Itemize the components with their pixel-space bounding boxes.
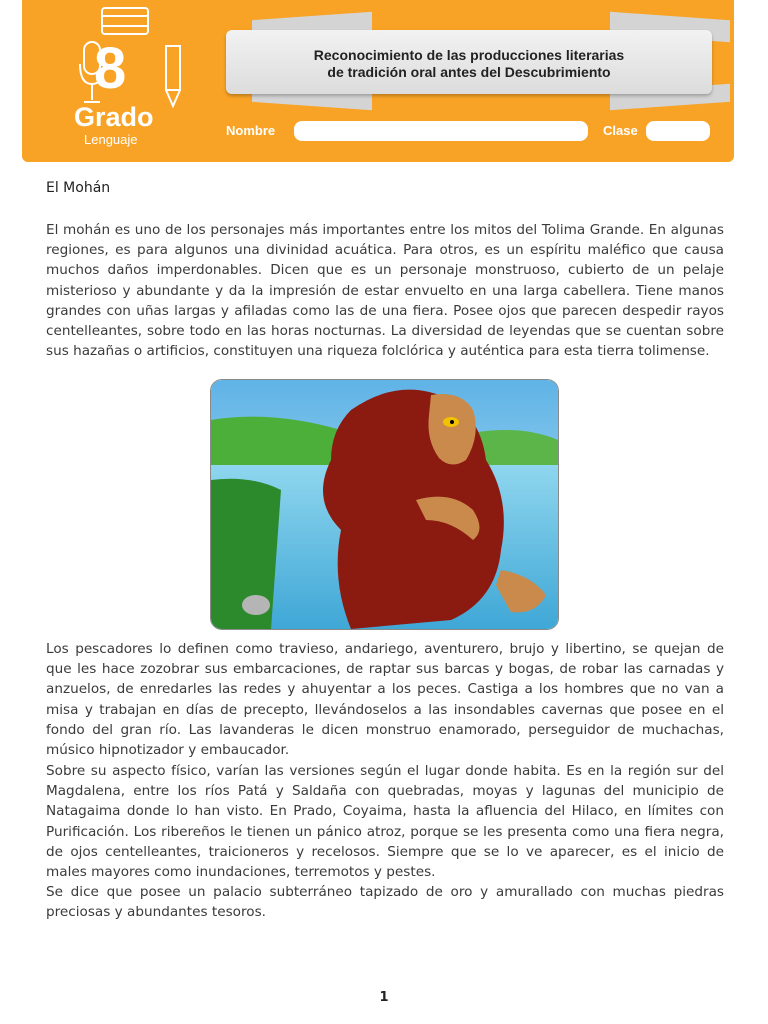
name-field[interactable]	[294, 121, 588, 141]
mohan-illustration	[210, 379, 559, 630]
worksheet-title	[226, 47, 712, 81]
title-line-1: Reconocimiento de las producciones literarias	[313, 47, 625, 63]
class-field[interactable]	[646, 121, 710, 141]
worksheet-header	[22, 0, 734, 162]
paragraph-3: Sobre su aspecto físico, varían las versiones según el lugar donde habita. Es en la región sur del Magdalena, entre los ríos Patá y Saldaña con quebradas, moyas y lagunas del municipio de Natagaima donde lo han visto. En Prado, Coyaima, hasta la afluencia del Hilaco, en límites con Purificación. Los ribereños le tienen un pánico atroz, porque se les presenta como una fiera negra, de ojos centelleantes, traicioneros y recelosos. Siempre que se lo ve aparecer, es el inicio de males mayores como inundaciones, terremotos y pestes.	[46, 763, 724, 881]
class-label: Clase	[603, 123, 638, 138]
subject-label: Lenguaje	[84, 132, 138, 147]
page-number: 1	[379, 990, 389, 1005]
name-label: Nombre	[226, 123, 276, 138]
title-banner	[226, 30, 712, 94]
paragraph-4: Se dice que posee un palacio subterráneo tapizado de oro y amurallado con muchas piedras preciosas y abundantes tesoros.	[46, 884, 724, 921]
title-line-2: de tradición oral antes del Descubrimiento	[327, 64, 611, 80]
grade-label: Grado	[74, 102, 154, 132]
grade-number: 8	[94, 36, 127, 101]
paragraph-2: Los pescadores lo definen como travieso, andariego, aventurero, brujo y libertino, se quejan de que les hace zozobrar sus embarcaciones, de raptar sus barcas y bogas, de robar las carnadas y anzuelos, de enredarles las redes y ahuyentar a los peces. Castiga a los hombres que no van a misa y trabajan en días de precepto, llevándoselos a las insondables cavernas que posee en el fondo del gran río. Las lavanderas le dicen monstruo enamorado, perseguidor de muchachas, músico hipnotizador y embaucador.	[46, 641, 724, 759]
story-heading: El Mohán	[46, 180, 111, 196]
mohan-creature-icon	[211, 380, 558, 629]
paragraph-1: El mohán es uno de los personajes más importantes entre los mitos del Tolima Grande. En algunas regiones, es para algunos una divinidad acuática. Para otros, es un espíritu maléfico que causa muchos daños imperdonables. Dicen que es un personaje monstruoso, cubierto de un pelaje misterioso y abundante y da la impresión de estar envuelto en una larga cabellera. Tiene manos grandes con uñas largas y afiladas como las de una fiera. Posee ojos que parecen despedir rayos centelleantes, sobre todo en las horas nocturnas. La diversidad de leyendas que se cuentan sobre sus hazañas o artificios, constituyen una riqueza folclórica y auténtica para esta tierra tolimense.	[46, 222, 724, 360]
